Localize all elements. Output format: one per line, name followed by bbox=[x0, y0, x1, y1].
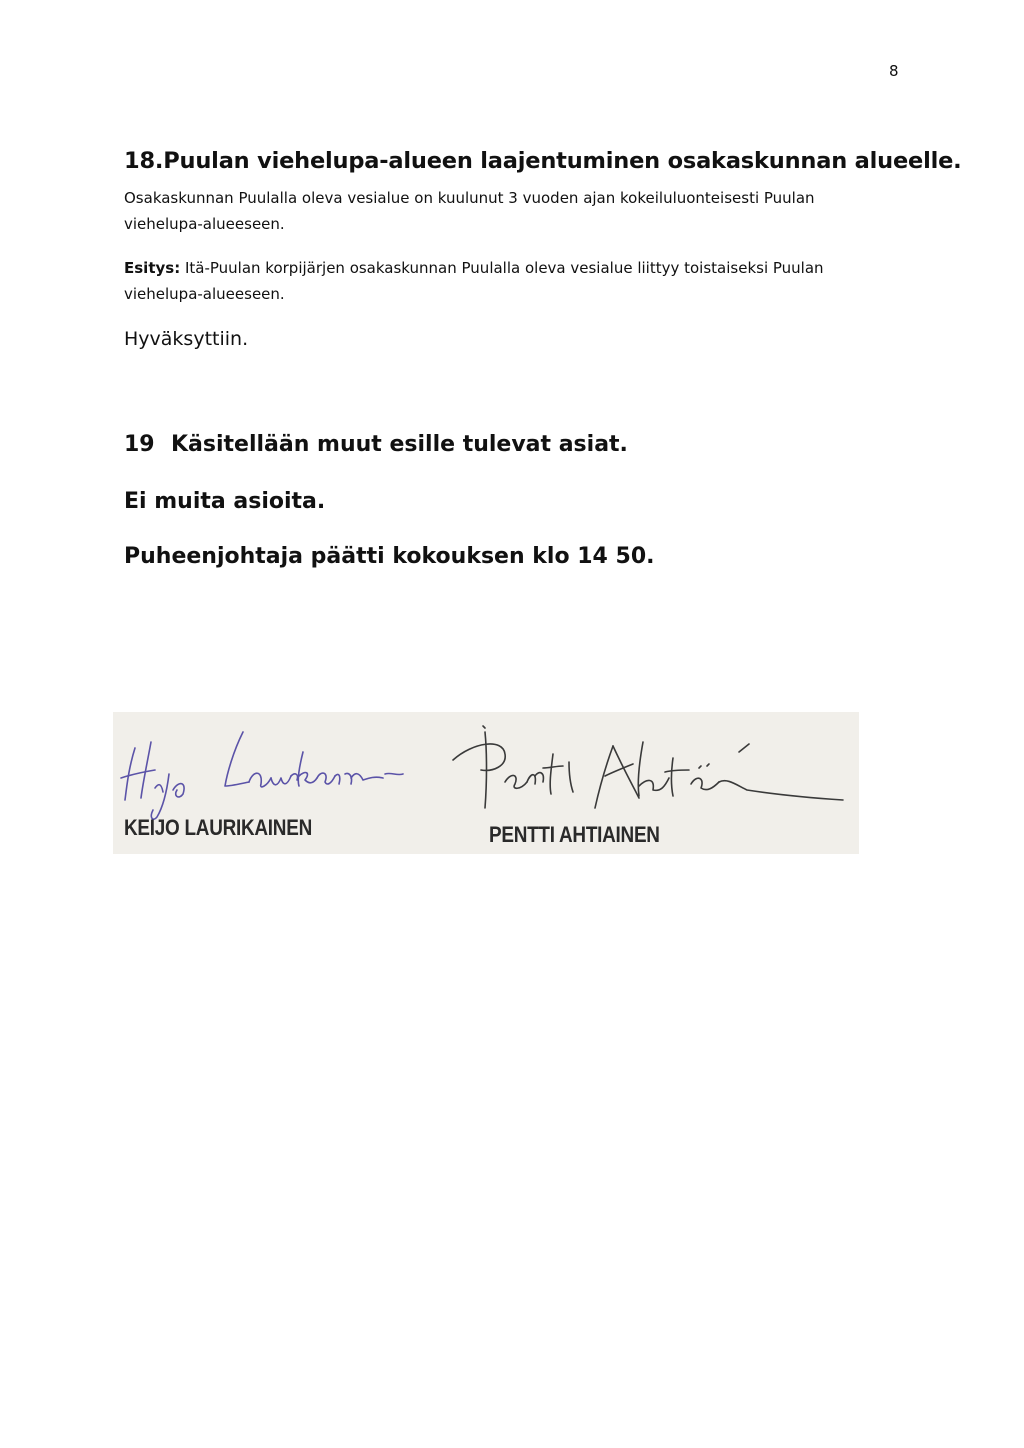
section-18-decision: Hyväksyttiin. bbox=[124, 328, 249, 350]
signature-name-pentti: PENTTI AHTIAINEN bbox=[489, 822, 660, 847]
signature-pentti bbox=[453, 726, 843, 808]
section-19-heading bbox=[124, 432, 628, 457]
closing-statement: Puheenjohtaja päätti kokouksen klo 14 50. bbox=[124, 544, 655, 569]
section-18-proposal bbox=[124, 255, 864, 307]
section-19-number: 19 bbox=[124, 432, 155, 457]
page-number: 8 bbox=[889, 62, 899, 80]
signature-keijo bbox=[121, 732, 403, 819]
signature-name-keijo: KEIJO LAURIKAINEN bbox=[124, 815, 312, 840]
section-19-note: Ei muita asioita. bbox=[124, 489, 326, 514]
section-19-title: Käsitellään muut esille tulevat asiat. bbox=[171, 432, 628, 457]
proposal-text: Itä-Puulan korpijärjen osakaskunnan Puulalla oleva vesialue liittyy toistaiseksi Puulan viehelupa-alueeseen. bbox=[124, 259, 824, 303]
signature-image bbox=[113, 712, 859, 854]
section-18-heading: 18.Puulan viehelupa-alueen laajentuminen osakaskunnan alueelle. bbox=[124, 148, 962, 174]
proposal-label: Esitys: bbox=[124, 259, 181, 277]
section-18-background: Osakaskunnan Puulalla oleva vesialue on kuulunut 3 vuoden ajan kokeiluluonteisesti Puulan viehelupa-alueeseen. bbox=[124, 189, 815, 233]
